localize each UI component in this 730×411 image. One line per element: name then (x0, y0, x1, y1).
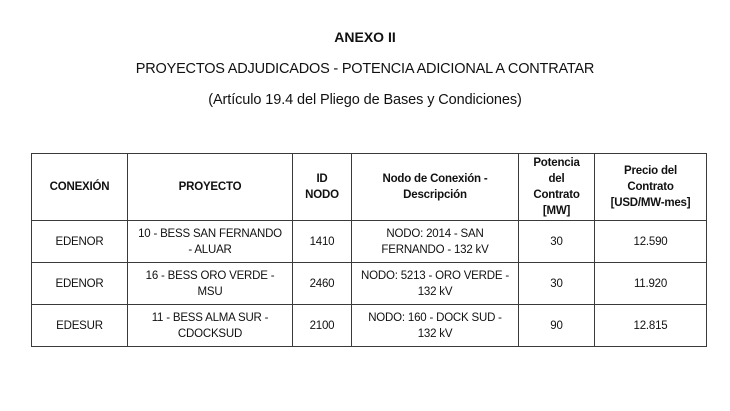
cell-proyecto (128, 305, 293, 347)
document-subtitle: PROYECTOS ADJUDICADOS - POTENCIA ADICIONAL A CONTRATAR (135, 61, 595, 77)
header-potencia (519, 154, 595, 221)
cell-potencia: 30 (519, 263, 595, 305)
header-id-nodo (293, 154, 352, 221)
header-nodo-descripcion (352, 154, 519, 221)
header-id-nodo-label: ID NODO (305, 173, 339, 201)
cell-nodo-descripcion (352, 221, 519, 263)
table-header-row (32, 154, 707, 221)
header-potencia-label: Potencia del Contrato [MW] (533, 157, 580, 217)
cell-nodo-descripcion-text: NODO: 5213 - ORO VERDE - 132 kV (361, 269, 509, 298)
cell-precio: 12.590 (595, 221, 707, 263)
header-nodo-descripcion-label: Nodo de Conexión - Descripción (382, 173, 488, 201)
header-precio-label: Precio del Contrato [USD/MW-mes] (610, 165, 691, 209)
cell-proyecto (128, 263, 293, 305)
cell-proyecto-text: 10 - BESS SAN FERNANDO - ALUAR (138, 227, 282, 256)
cell-precio: 11.920 (595, 263, 707, 305)
cell-nodo-descripcion-text: NODO: 2014 - SAN FERNANDO - 132 kV (381, 227, 489, 256)
cell-proyecto-text: 11 - BESS ALMA SUR - CDOCKSUD (151, 311, 269, 340)
cell-conexion: EDENOR (32, 263, 128, 305)
table-row (32, 263, 707, 305)
cell-nodo-descripcion-text: NODO: 160 - DOCK SUD - 132 kV (368, 311, 502, 340)
cell-id-nodo: 1410 (293, 221, 352, 263)
header-conexion: CONEXIÓN (32, 154, 128, 221)
cell-potencia: 90 (519, 305, 595, 347)
cell-nodo-descripcion (352, 305, 519, 347)
cell-conexion: EDENOR (32, 221, 128, 263)
cell-proyecto (128, 221, 293, 263)
article-reference: (Artículo 19.4 del Pliego de Bases y Condiciones) (208, 92, 522, 108)
table-row (32, 305, 707, 347)
header-precio (595, 154, 707, 221)
annex-title: ANEXO II (334, 29, 396, 45)
table-row (32, 221, 707, 263)
cell-id-nodo: 2460 (293, 263, 352, 305)
awarded-projects-table (31, 153, 707, 347)
header-proyecto: PROYECTO (128, 154, 293, 221)
cell-id-nodo: 2100 (293, 305, 352, 347)
cell-potencia: 30 (519, 221, 595, 263)
cell-conexion: EDESUR (32, 305, 128, 347)
cell-nodo-descripcion (352, 263, 519, 305)
cell-precio: 12.815 (595, 305, 707, 347)
cell-proyecto-text: 16 - BESS ORO VERDE - MSU (145, 269, 275, 298)
